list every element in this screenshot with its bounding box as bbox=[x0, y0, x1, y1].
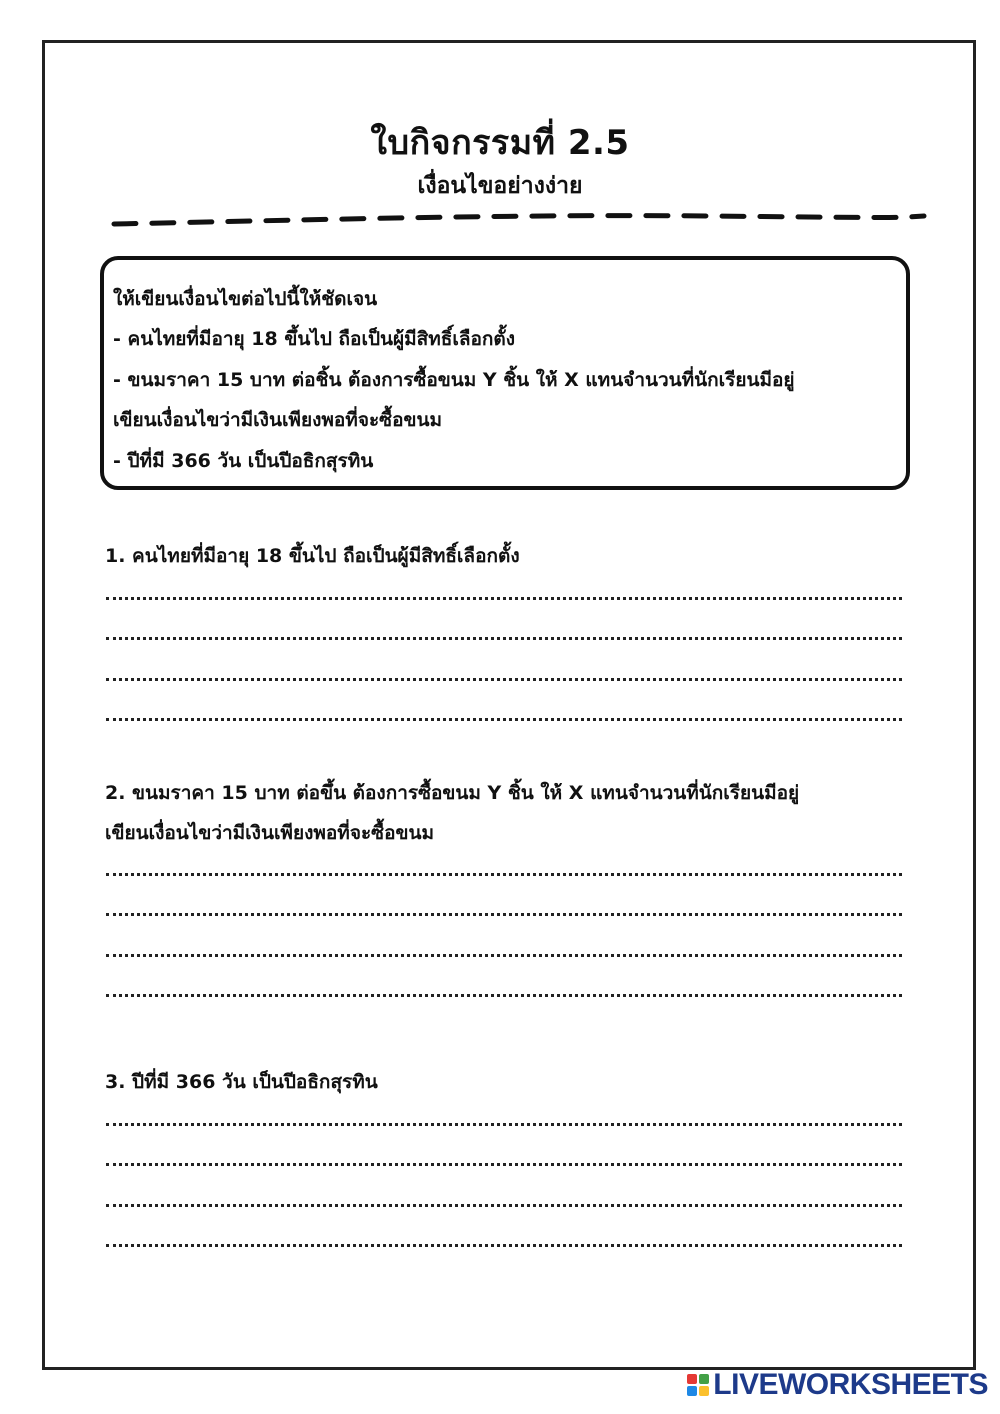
answer-line[interactable] bbox=[106, 718, 902, 721]
page-border bbox=[42, 40, 976, 1370]
liveworksheets-watermark bbox=[687, 1368, 988, 1402]
instruction-item: - ปีที่มี 366 วัน เป็นปีอธิกสุรทิน bbox=[113, 450, 374, 472]
answer-line[interactable] bbox=[106, 597, 902, 600]
worksheet-title: ใบกิจกรรมที่ 2.5 bbox=[370, 123, 630, 163]
dashed-divider bbox=[110, 206, 930, 236]
worksheet-subtitle: เงื่อนไขอย่างง่าย bbox=[417, 173, 583, 199]
answer-line[interactable] bbox=[106, 1204, 902, 1207]
answer-line[interactable] bbox=[106, 954, 902, 957]
answer-line[interactable] bbox=[106, 1163, 902, 1166]
watermark-text: LIVEWORKSHEETS bbox=[713, 1368, 988, 1401]
logo-square bbox=[687, 1386, 697, 1396]
instruction-item: - ขนมราคา 15 บาท ต่อชิ้น ต้องการซื้อขนม Y ชิ้น ให้ X แทนจำนวนที่นักเรียนมีอยู่ bbox=[113, 369, 795, 391]
liveworksheets-logo-icon bbox=[687, 1374, 709, 1396]
answer-line[interactable] bbox=[106, 994, 902, 997]
instruction-heading: ให้เขียนเงื่อนไขต่อไปนี้ให้ชัดเจน bbox=[113, 288, 378, 310]
question-1-text: 1. คนไทยที่มีอายุ 18 ขึ้นไป ถือเป็นผู้มีสิทธิ์เลือกตั้ง bbox=[105, 545, 520, 567]
answer-line[interactable] bbox=[106, 637, 902, 640]
answer-line[interactable] bbox=[106, 913, 902, 916]
instruction-item: - คนไทยที่มีอายุ 18 ขึ้นไป ถือเป็นผู้มีสิทธิ์เลือกตั้ง bbox=[113, 328, 516, 350]
logo-square bbox=[699, 1386, 709, 1396]
answer-line[interactable] bbox=[106, 1244, 902, 1247]
question-3-text: 3. ปีที่มี 366 วัน เป็นปีอธิกสุรทิน bbox=[105, 1071, 378, 1093]
logo-square bbox=[687, 1374, 697, 1384]
answer-line[interactable] bbox=[106, 678, 902, 681]
logo-square bbox=[699, 1374, 709, 1384]
question-2-text: 2. ขนมราคา 15 บาท ต่อขึ้น ต้องการซื้อขนม Y ชิ้น ให้ X แทนจำนวนที่นักเรียนมีอยู่ bbox=[105, 782, 800, 804]
instruction-item: เขียนเงื่อนไขว่ามีเงินเพียงพอที่จะซื้อขนม bbox=[113, 409, 442, 431]
answer-line[interactable] bbox=[106, 1123, 902, 1126]
answer-line[interactable] bbox=[106, 873, 902, 876]
question-2-text-continued: เขียนเงื่อนไขว่ามีเงินเพียงพอที่จะซื้อขนม bbox=[105, 822, 434, 844]
